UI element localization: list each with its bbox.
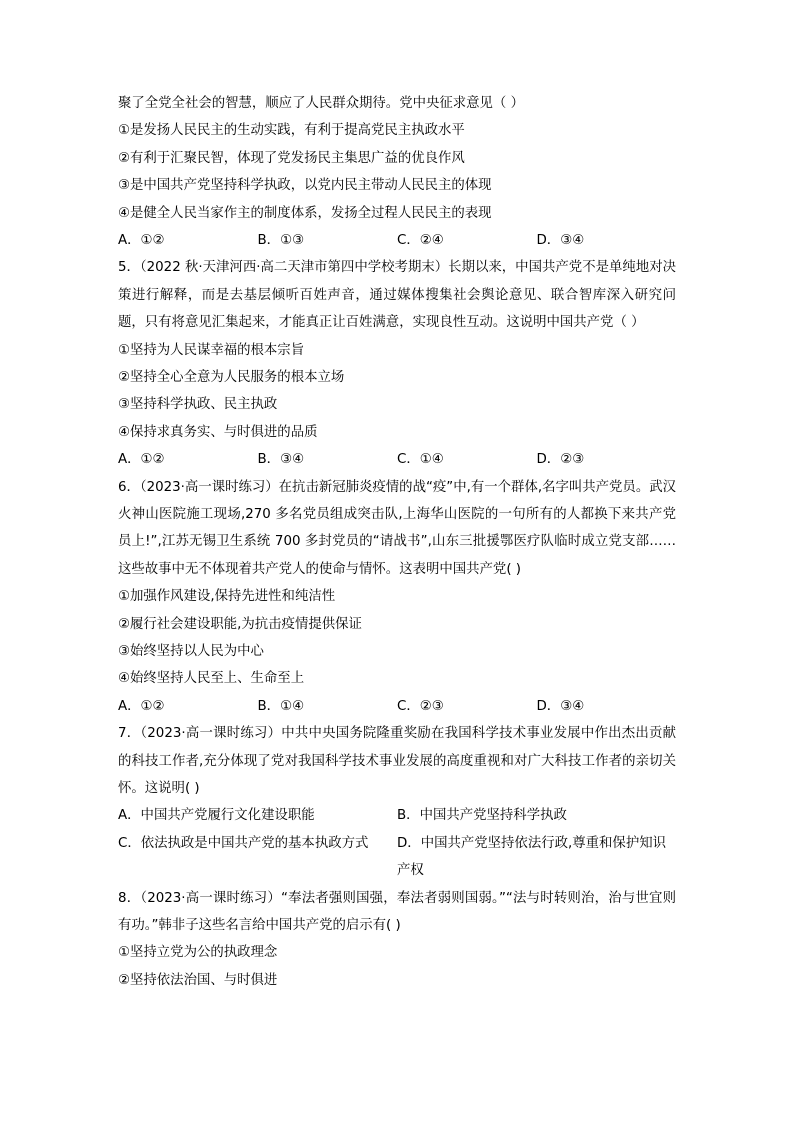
q5-item-3: ③坚持科学执政、民主执政	[118, 397, 278, 413]
q4-item-1: ①是发扬人民民主的生动实践，有利于提高党民主执政水平	[118, 123, 465, 139]
q7-option-b[interactable]: B．中国共产党坚持科学执政	[397, 808, 567, 824]
q4-option-d[interactable]: D．③④	[536, 232, 585, 248]
q4-stem-tail: 聚了全党全社会的智慧，顺应了人民群众期待。党中央征求意见（ ）	[118, 96, 524, 111]
q5-item-2: ②坚持全心全意为人民服务的根本立场	[118, 369, 345, 385]
q4-option-b[interactable]: B．①③	[257, 232, 305, 248]
q6-option-d[interactable]: D．③④	[536, 698, 585, 714]
document-page	[118, 90, 676, 994]
q6-options	[118, 693, 676, 720]
q6-item-2: ②履行社会建设职能,为抗击疫情提供保证	[118, 616, 362, 632]
q4-item-4: ④是健全人民当家作主的制度体系，发扬全过程人民民主的表现	[118, 205, 492, 221]
q6-item-3: ③始终坚持以人民为中心	[118, 643, 264, 659]
q7-option-a[interactable]: A．中国共产党履行文化建设职能	[118, 808, 315, 824]
q7-stem: 7．（2023·高一课时练习）中共中央国务院隆重奖励在我国科学技术事业发展中作出杰出贡献的科技工作者,充分体现了党对我国科学技术事业发展的高度重视和对广大科技工作者的亲切关怀。这说明( )	[118, 726, 676, 796]
q6-option-b[interactable]: B．①④	[257, 698, 305, 714]
q7-options-row1	[118, 802, 676, 829]
q5-item-1: ①坚持为人民谋幸福的根本宗旨	[118, 342, 305, 358]
q4-option-c[interactable]: C．②④	[397, 232, 444, 248]
q4-item-3: ③是中国共产党坚持科学执政，以党内民主带动人民民主的体现	[118, 178, 492, 194]
q6-item-1: ①加强作风建设,保持先进性和纯洁性	[118, 589, 336, 605]
q8-stem: 8．（2023·高一课时练习）“奉法者强则国强，奉法者弱则国弱。”“法与时转则治，治与世宜则有功。”韩非子这些名言给中国共产党的启示有( )	[118, 890, 676, 933]
q5-option-d[interactable]: D．②③	[536, 452, 585, 468]
q6-option-a[interactable]: A．①②	[118, 698, 165, 714]
q4-options	[118, 227, 676, 254]
q8-item-2: ②坚持依法治国、与时俱进	[118, 972, 278, 988]
q8-item-1: ①坚持立党为公的执政理念	[118, 945, 278, 961]
q5-item-4: ④保持求真务实、与时俱进的品质	[118, 424, 318, 440]
q4-item-2: ②有利于汇聚民智，体现了党发扬民主集思广益的优良作风	[118, 150, 465, 166]
q6-item-4: ④始终坚持人民至上、生命至上	[118, 671, 305, 687]
q5-options	[118, 446, 676, 473]
q7-option-c[interactable]: C．依法执政是中国共产党的基本执政方式	[118, 835, 369, 851]
q5-stem: 5．（2022 秋·天津河西·高二天津市第四中学校考期末）长期以来，中国共产党不是单纯地对决策进行解释，而是去基层倾听百姓声音，通过媒体搜集社会舆论意见、联合智库深入研究问题，只有将意见汇集起来，才能真正让百姓满意，实现良性互动。这说明中国共产党（ ）	[118, 260, 676, 331]
q5-option-c[interactable]: C．①④	[397, 452, 444, 468]
q5-option-b[interactable]: B．③④	[257, 452, 305, 468]
q7-option-d[interactable]: D．中国共产党坚持依法行政,尊重和保护知识产权	[397, 835, 666, 879]
q6-stem: 6．（2023·高一课时练习）在抗击新冠肺炎疫情的战“疫”中,有一个群体,名字叫共产党员。武汉火神山医院施工现场,270 多名党员组成突击队,上海华山医院的一句所有的人都换下来共产党员上!”,江苏无锡卫生系统 700 多封党员的“请战书”,山东三批援鄂医疗队临时成立党支部……这些故事中无不体现着共产党人的使命与情怀。这表明中国共产党( )	[118, 479, 676, 577]
q4-option-a[interactable]: A．①②	[118, 232, 165, 248]
q6-option-c[interactable]: C．②③	[397, 698, 444, 714]
q5-option-a[interactable]: A．①②	[118, 452, 165, 468]
q7-options-row2	[118, 830, 676, 885]
